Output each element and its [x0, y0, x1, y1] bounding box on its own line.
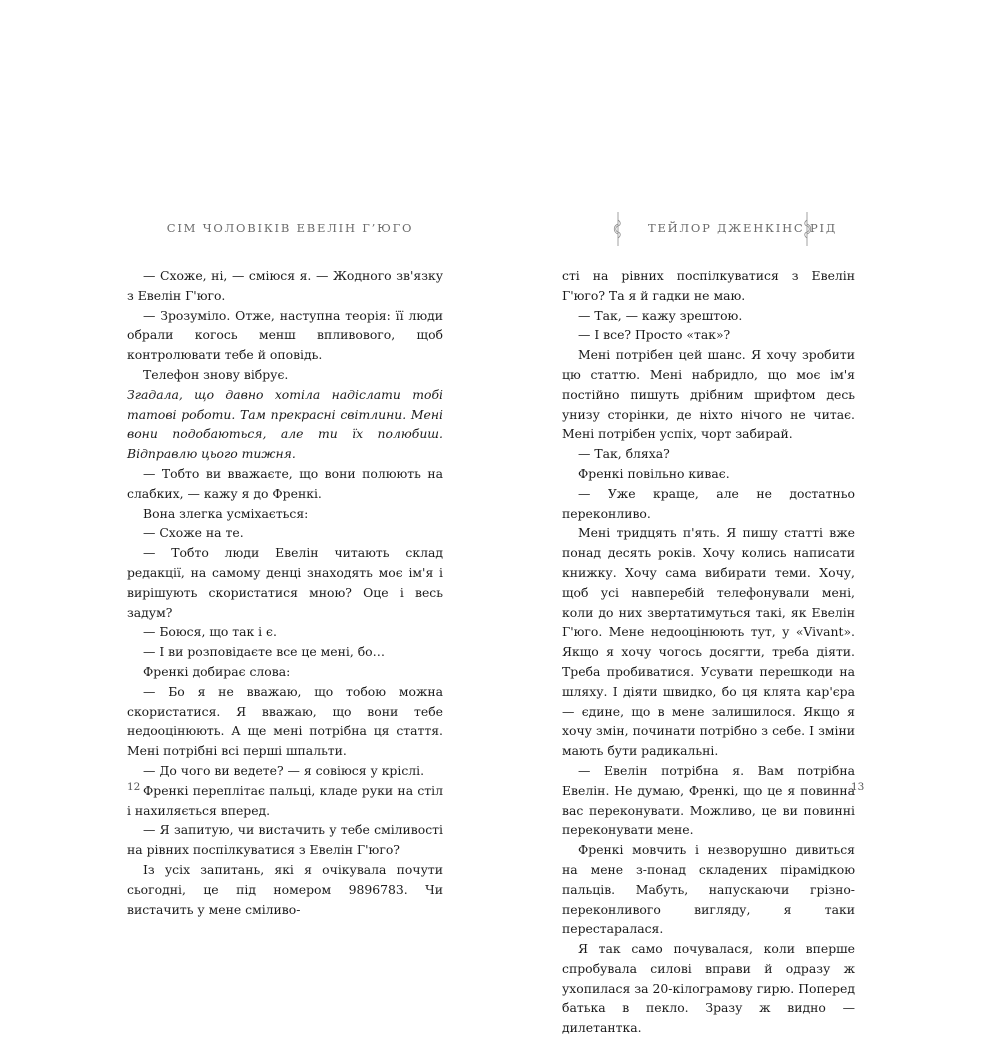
page-number: 13 [851, 781, 865, 793]
paragraph-continued: сті на рівних поспілкуватися з Евелін Г'юго? Та я й гадки не маю. [562, 268, 855, 303]
paragraph: — Тобто ви вважаєте, що вони полюють на слабких, — кажу я до Френкі. [127, 465, 443, 501]
paragraph: — Схоже на те. [143, 525, 244, 541]
paragraph: — Евелін потрібна я. Вам потрібна Евелін. Не думаю, Френкі, що це я повинна вас переконувати. Можливо, це ви повинні переконувати мене. [562, 762, 855, 838]
paragraph: — Так, — кажу зрештою. [578, 307, 743, 323]
running-head-author: ТЕЙЛОР ДЖЕНКІНС РІД [648, 221, 837, 235]
header-ornament-left-icon [612, 212, 624, 246]
paragraph: Френкі повільно киває. [578, 465, 730, 481]
paragraph: — Бо я не вважаю, що тобою можна скористатися. Я вважаю, що вони тебе недооцінюють. А ще мені потрібна ця стаття. Мені потрібні всі перші шпальти. [127, 683, 443, 759]
left-page-text [127, 266, 443, 919]
paragraph: Френкі добирає слова: [143, 663, 291, 679]
paragraph: — До чого ви ведете? — я совіюся у кріслі. [143, 762, 425, 778]
paragraph: Я так само почувалася, коли вперше спробувала силові вправи й одразу ж ухопилася за 20-кілограмову гирю. Поперед батька в пекло. Зразу ж видно — дилетантка. [562, 941, 855, 1036]
paragraph: — Боюся, що так і є. [143, 624, 277, 640]
paragraph: Вона злегка усміхається: [143, 505, 309, 521]
paragraph: — Тобто люди Евелін читають склад редакції, на самому денці знаходять моє ім'я і вирішують скористатися мною? Оце і весь задум? [127, 545, 443, 620]
paragraph: — Схоже, ні, — сміюся я. — Жодного зв'язку з Евелін Г'юго. [127, 268, 443, 303]
paragraph: — І ви розповідаєте все це мені, бо… [143, 644, 386, 660]
right-page-text [562, 266, 855, 1038]
paragraph: Френкі переплітає пальці, кладе руки на стіл і нахиляється вперед. [127, 782, 443, 818]
running-head-book-title: СІМ ЧОЛОВІКІВ ЕВЕЛІН Г’ЮГО [166, 221, 414, 235]
paragraph: — І все? Просто «так»? [578, 327, 731, 343]
paragraph: Мені потрібен цей шанс. Я хочу зробити цю статтю. Мені набридло, що моє ім'я постійно пишуть дрібним шрифтом десь унизу сторінки, де ніхто нічого не читає. Мені потрібен успіх, чорт забирай. [562, 347, 855, 442]
paragraph: Мені тридцять п'ять. Я пишу статті вже понад десять років. Хочу колись написати книжку. Хочу сама вибирати теми. Хочу, щоб усі навперебій телефонували мені, коли до них звертатимуться такі, як Евелін Г'юго. Мене недооцінюють тут, у «Vivant». Якщо я хочу чогось досягти, треба діяти. Треба пробиватися. Усувати перешкоди на шляху. І діяти швидко, бо ця клята кар'єра — єдине, що в мене залишилося. Якщо я хочу змін, починати потрібно з себе. І зміни мають бути радикальні. [562, 525, 855, 759]
paragraph-text-message: Згадала, що давно хотіла надіслати тобі татові роботи. Там прекрасні світлини. Мені вони подобаються, але ти їх полюбиш. Відправлю цього тижня. [127, 386, 443, 462]
left-page [0, 0, 500, 1000]
paragraph: — Я запитую, чи вистачить у тебе сміливості на рівних поспілкуватися з Евелін Г'юго? [127, 822, 443, 858]
page-number: 12 [127, 781, 141, 793]
paragraph: Телефон знову вібрує. [143, 366, 289, 382]
paragraph: Френкі мовчить і незворушно дивиться на мене з-понад складених пірамідкою пальців. Мабуть, напускаючи грізно-переконливого вигляду, я таки перестаралася. [562, 842, 855, 937]
paragraph: — Уже краще, але не достатньо переконливо. [562, 485, 855, 521]
header-ornament-right-icon [801, 212, 813, 246]
right-page [500, 0, 1000, 1036]
paragraph: — Зрозуміло. Отже, наступна теорія: її люди обрали когось менш впливового, щоб контролювати тебе й оповідь. [127, 307, 443, 363]
paragraph: — Так, бляха? [578, 446, 670, 462]
paragraph: Із усіх запитань, які я очікувала почути сьогодні, це під номером 9896783. Чи вистачить у мене сміливо- [127, 861, 443, 917]
